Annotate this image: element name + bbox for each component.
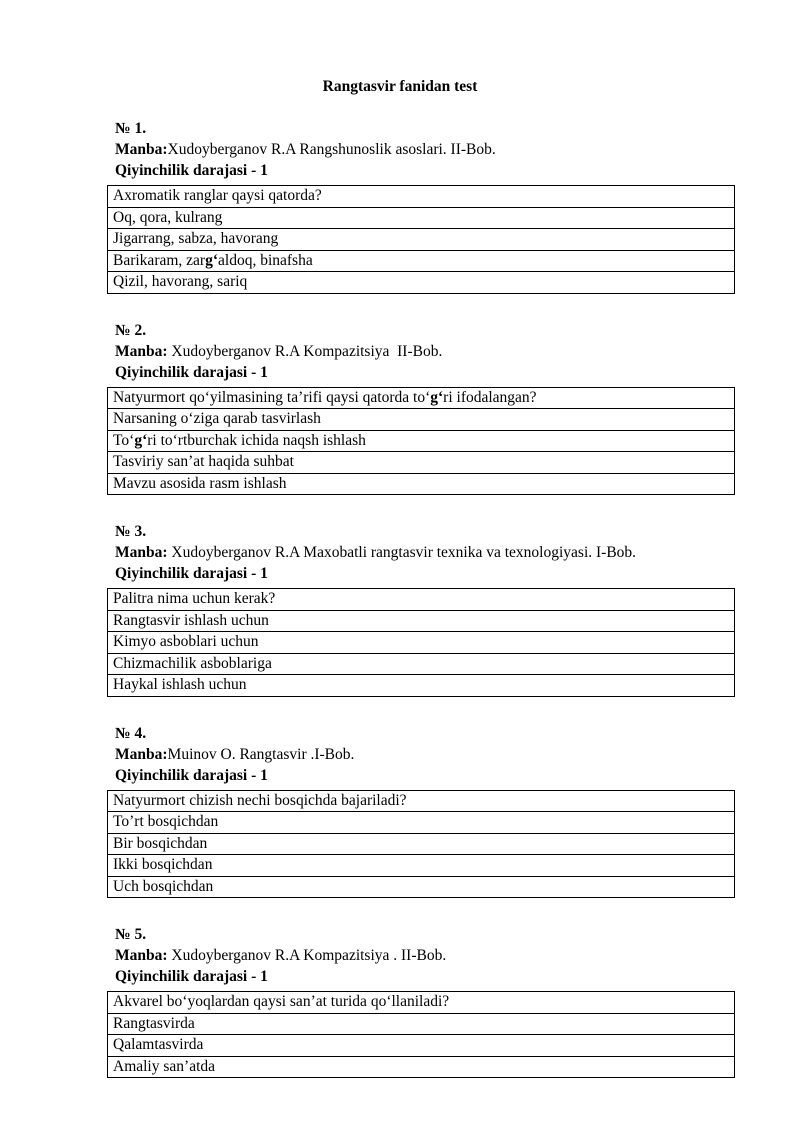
source-label: Manba: xyxy=(115,141,168,158)
option-row xyxy=(108,653,735,675)
option-row xyxy=(108,430,735,452)
option-text: Ikki bosqichdan xyxy=(108,855,735,877)
option-row xyxy=(108,632,735,654)
option-row xyxy=(108,1056,735,1078)
question-number: № 4. xyxy=(115,724,147,742)
option-row xyxy=(108,409,735,431)
question-number: № 2. xyxy=(115,321,147,339)
source-label: Manba: xyxy=(115,745,168,763)
option-row xyxy=(108,452,735,474)
question-block-1 xyxy=(107,118,735,294)
option-text: Mavzu asosida rasm ishlash xyxy=(108,473,735,495)
option-row xyxy=(108,1013,735,1035)
option-row xyxy=(108,207,735,229)
question-row xyxy=(108,589,735,611)
option-text: Oq, qora, kulrang xyxy=(108,207,735,229)
difficulty-line: Qiyinchilik darajasi - 1 xyxy=(115,162,268,179)
question-block-2 xyxy=(107,320,735,496)
option-text: Bir bosqichdan xyxy=(108,833,735,855)
question-table xyxy=(107,790,735,899)
question-row xyxy=(108,186,735,208)
option-row xyxy=(108,272,735,294)
option-text: To’rt bosqichdan xyxy=(108,812,735,834)
option-text: To‘g‘ri to‘rtburchak ichida naqsh ishlash xyxy=(108,430,735,452)
option-text: Haykal ishlash uchun xyxy=(108,675,735,697)
option-row xyxy=(108,1035,735,1057)
source-text: Xudoyberganov R.A Kompazitsiya . II-Bob. xyxy=(167,947,447,964)
option-row xyxy=(108,229,735,251)
difficulty-line: Qiyinchilik darajasi - 1 xyxy=(115,363,268,381)
option-text: Qalamtasvirda xyxy=(108,1035,735,1057)
question-text: Palitra nima uchun kerak? xyxy=(108,589,735,611)
difficulty-line: Qiyinchilik darajasi - 1 xyxy=(115,968,268,985)
source-text: Muinov O. Rangtasvir .I-Bob. xyxy=(167,745,355,763)
option-text: Chizmachilik asboblariga xyxy=(108,653,735,675)
difficulty-line: Qiyinchilik darajasi - 1 xyxy=(115,565,268,582)
source-line xyxy=(107,341,735,362)
source-text: Xudoyberganov R.A Kompazitsiya II-Bob. xyxy=(167,342,443,360)
option-text: Kimyo asboblari uchun xyxy=(108,632,735,654)
question-row xyxy=(108,790,735,812)
source-label: Manba: xyxy=(115,342,168,360)
option-row xyxy=(108,473,735,495)
option-row xyxy=(108,610,735,632)
question-row xyxy=(108,387,735,409)
question-block-5 xyxy=(107,924,735,1078)
source-text: Xudoyberganov R.A Maxobatli rangtasvir texnika va texnologiyasi. I-Bob. xyxy=(167,544,637,561)
source-text: Xudoyberganov R.A Rangshunoslik asoslari. II-Bob. xyxy=(167,141,496,158)
question-text: Axromatik ranglar qaysi qatorda? xyxy=(108,186,735,208)
difficulty-line: Qiyinchilik darajasi - 1 xyxy=(115,766,268,784)
source-line xyxy=(107,744,735,765)
option-text: Amaliy san’atda xyxy=(108,1056,735,1078)
option-text: Jigarrang, sabza, havorang xyxy=(108,229,735,251)
source-line xyxy=(107,542,735,563)
question-block-3 xyxy=(107,521,735,697)
question-number: № 5. xyxy=(115,926,147,943)
source-label: Manba: xyxy=(115,544,168,561)
option-row xyxy=(108,812,735,834)
question-table xyxy=(107,185,735,294)
source-label: Manba: xyxy=(115,947,168,964)
option-row xyxy=(108,833,735,855)
option-text: Tasviriy san’at haqida suhbat xyxy=(108,452,735,474)
question-text: Akvarel bo‘yoqlardan qaysi san’at turida qo‘llaniladi? xyxy=(108,992,735,1014)
source-line xyxy=(107,139,735,160)
question-table xyxy=(107,588,735,697)
question-text: Natyurmort qo‘yilmasining ta’rifi qaysi qatorda to‘g‘ri ifodalangan? xyxy=(108,387,735,409)
option-text: Qizil, havorang, sariq xyxy=(108,272,735,294)
option-text: Uch bosqichdan xyxy=(108,876,735,898)
question-row xyxy=(108,992,735,1014)
page-title: Rangtasvir fanidan test xyxy=(322,78,478,95)
question-table xyxy=(107,991,735,1078)
option-row xyxy=(108,876,735,898)
option-text: Rangtasvirda xyxy=(108,1013,735,1035)
option-text: Barikaram, zarg‘aldoq, binafsha xyxy=(108,250,735,272)
option-row xyxy=(108,250,735,272)
option-text: Rangtasvir ishlash uchun xyxy=(108,610,735,632)
option-text: Narsaning o‘ziga qarab tasvirlash xyxy=(108,409,735,431)
source-line xyxy=(107,945,735,966)
option-row xyxy=(108,675,735,697)
question-table xyxy=(107,387,735,496)
option-row xyxy=(108,855,735,877)
question-number: № 3. xyxy=(115,523,147,540)
question-number: № 1. xyxy=(115,120,147,137)
question-block-4 xyxy=(107,723,735,899)
question-text: Natyurmort chizish nechi bosqichda bajariladi? xyxy=(108,790,735,812)
